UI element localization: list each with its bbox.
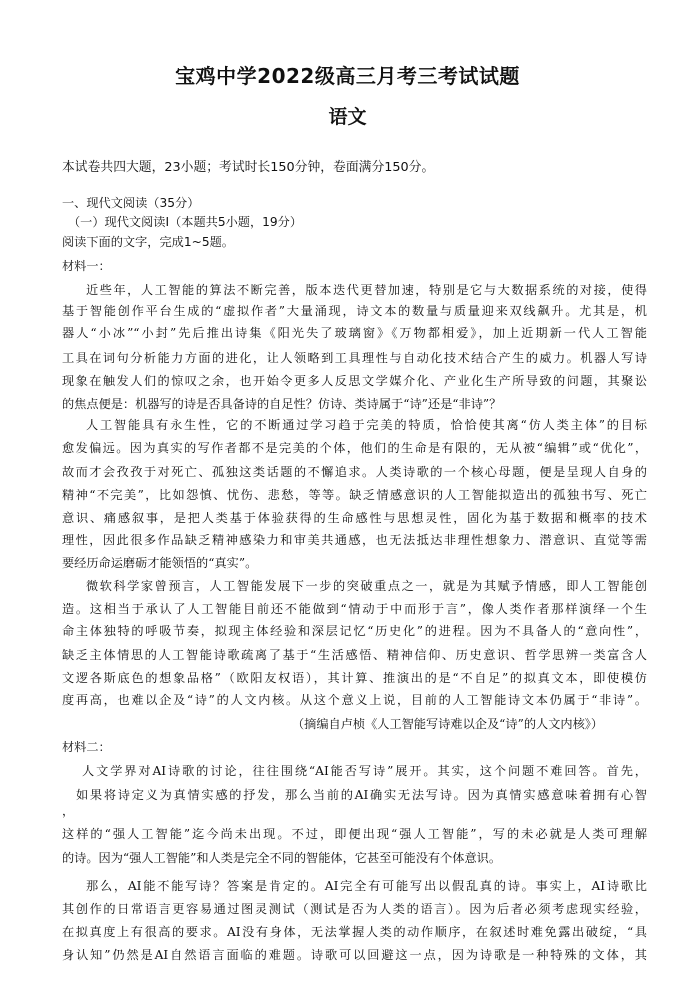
paragraph-line: 这样的“强人工智能”迄今尚未出现。不过，即便出现“强人工智能”，写的未必就是人类可理解	[62, 827, 647, 841]
paragraph-line: 微软科学家曾预言，人工智能发展下一步的突破重点之一，就是为其赋予情感，即人工智能创	[86, 579, 647, 593]
paragraph-line: 缺乏主体情思的人工智能诗歌疏离了基于“生活感悟、精神信仰、历史意识、哲学思辨一类富含人	[62, 648, 647, 662]
section-heading: 一、现代文阅读（35分）	[62, 196, 200, 210]
paragraph-line: 那么，AI能不能写诗？答案是肯定的。AI完全有可能写出以假乱真的诗。事实上，AI诗歌比	[86, 879, 647, 893]
exam-subject: 语文	[328, 106, 367, 128]
paragraph-line: 意识、痛感叙事，是把人类基于体验获得的生命感性与思想灵性，固化为基于数据和概率的技术	[62, 511, 647, 525]
paragraph-line: 如果将诗定义为真情实感的抒发，那么当前的AI确实无法写诗。因为真情实感意味着拥有心智	[76, 788, 647, 802]
paragraph-line: 人工智能具有永生性，它的不断通过学习趋于完美的特质，恰恰使其离“仿人类主体”的目标	[86, 418, 647, 432]
paragraph-line: 要经历命运磨砺才能领悟的“真实”。	[62, 556, 258, 570]
paragraph-line: 近些年，人工智能的算法不断完善，版本迭代更替加速，特别是它与大数据系统的对接，使得	[86, 283, 647, 297]
paragraph-line: 精神“不完美”，比如怨慎、忧伤、悲愁，等等。缺乏情感意识的人工智能拟造出的孤独书写、死亡	[62, 488, 647, 502]
paragraph-line: 人文学界对AI诗歌的讨论，往往围绕“AI能否写诗”展开。其实，这个问题不难回答。首先，	[82, 764, 647, 778]
paragraph-line: 故而才会孜孜于对死亡、孤独这类话题的不懈追求。人类诗歌的一个核心母题，便是呈现人自身的	[62, 465, 647, 479]
paragraph-line: 的诗。因为“强人工智能”和人类是完全不同的智能体，它甚至可能没有个体意识。	[62, 851, 502, 865]
subsection-heading: （一）现代文阅读Ⅰ（本题共5小题，19分）	[68, 215, 303, 229]
paragraph-line: ，	[62, 804, 75, 818]
paragraph-line: 身认知”仍然是AI自然语言面临的难题。诗歌可以回避这一点，因为诗歌是一种特殊的文体，其	[62, 948, 647, 962]
reading-instruction: 阅读下面的文字，完成1~5题。	[62, 235, 234, 249]
paragraph-line: 命主体独特的呼吸节奏，拟现主体经验和深层记忆“历史化”的进程。因为不具备人的“意向性”，	[62, 624, 647, 638]
exam-intro: 本试卷共四大题，23小题；考试时长150分钟，卷面满分150分。	[62, 160, 435, 175]
material-two-label: 材料二：	[62, 740, 111, 754]
paragraph-line: 理性，因此很多作品缺乏精神感染力和审美共通感，也无法抵达非理性想象力、潜意识、直觉等需	[62, 533, 647, 547]
paragraph-line: 愈发偏远。因为真实的写作者都不是完美的个体，他们的生命是有限的，无从被“编辑”或“优化”，	[62, 441, 647, 455]
exam-title: 宝鸡中学2022级高三月考三考试试题	[175, 64, 520, 88]
paragraph-line: 文逻各斯底色的想象品格”（欧阳友权语），其计算、推演出的是“不自足”的拟真文本，即使模仿	[62, 671, 647, 685]
material-one-label: 材料一：	[62, 259, 111, 273]
paragraph-line: 其创作的日常语言更容易通过图灵测试（测试是否为人类的语言）。因为后者必须考虑现实经验，	[62, 902, 647, 916]
paragraph-line: 度再高，也难以企及“诗”的人文内核。从这个意义上说，目前的人工智能诗文本仍属于“非诗”。	[62, 693, 647, 707]
paragraph-line: 现象在触发人们的惊叹之余，也开始令更多人反思文学媒介化、产业化生产所导致的问题，其聚讼	[62, 374, 647, 388]
material-one-source: （摘编自卢桢《人工智能写诗难以企及“诗”的人文内核》）	[292, 717, 604, 731]
paragraph-line: 基于智能创作平台生成的“虚拟作者”大量涌现，诗文本的数量与质量迎来双线飙升。尤其是，机	[62, 304, 647, 318]
paragraph-line: 器人“小冰”“小封”先后推出诗集《阳光失了玻璃窗》《万物都相爱》，加上近期新一代人工智能	[62, 326, 647, 340]
paragraph-line: 在拟真度上有很高的要求。AI没有身体，无法掌握人类的动作顺序，在叙述时难免露出破绽，“具	[62, 925, 647, 939]
paragraph-line: 的焦点便是：机器写的诗是否具备诗的自足性？仿诗、类诗属于“诗”还是“非诗”？	[62, 397, 502, 411]
paragraph-line: 造。这相当于承认了人工智能目前还不能做到“情动于中而形于言”，像人类作者那样演绎一个生	[62, 602, 647, 616]
paragraph-line: 工具在词句分析能力方面的进化，让人领略到工具理性与自动化技术结合产生的威力。机器人写诗	[62, 351, 647, 365]
